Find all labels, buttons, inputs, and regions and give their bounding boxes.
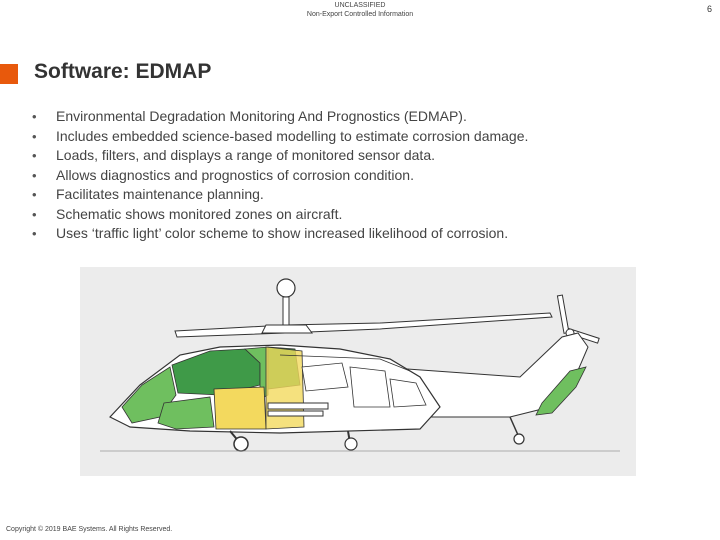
helicopter-schematic-image (80, 267, 636, 476)
bullet-icon: • (32, 206, 37, 222)
main-rotor-blade (175, 313, 552, 337)
bullet-text: Schematic shows monitored zones on aircraft. (56, 205, 343, 222)
bullet-item (32, 224, 682, 244)
bullet-icon: • (32, 167, 37, 183)
page-number: 6 (706, 4, 712, 14)
tail-wheel (514, 434, 524, 444)
bullet-icon: • (32, 187, 37, 202)
front-wheel (234, 437, 248, 451)
bullet-text: Environmental Degradation Monitoring And Prognostics (EDMAP). (56, 108, 467, 124)
bullet-item (32, 146, 682, 166)
bullet-item (32, 166, 682, 186)
title-accent-bar (0, 64, 18, 84)
mid-wheel (345, 438, 357, 450)
bullet-item (32, 127, 682, 147)
bullet-icon: • (32, 226, 37, 241)
bullet-item (32, 107, 682, 127)
gun-barrel (268, 403, 328, 409)
bullet-text: Loads, filters, and displays a range of monitored sensor data. (56, 147, 435, 163)
bullet-icon: • (32, 128, 37, 144)
helicopter-schematic-figure (80, 267, 636, 476)
bullet-icon: • (32, 148, 37, 163)
copyright-footer: Copyright © 2019 BAE Systems. All Rights Reserved. (6, 526, 173, 533)
cabin-door (350, 367, 390, 407)
export-control-label: Non-Export Controlled Information (306, 11, 414, 18)
cabin-window (302, 363, 348, 391)
bullet-list (32, 107, 682, 244)
tail-rotor-blade-upper (557, 295, 569, 333)
amber-zone-a (214, 387, 266, 429)
tail-gear-strut (510, 417, 518, 435)
slide-title: Software: EDMAP (34, 60, 212, 83)
bullet-text: Allows diagnostics and prognostics of corrosion condition. (56, 166, 414, 183)
classification-label: UNCLASSIFIED (334, 2, 386, 9)
bullet-text: Includes embedded science-based modelling to estimate corrosion damage. (56, 127, 529, 144)
amber-zone-b (266, 347, 304, 429)
bullet-icon: • (32, 109, 37, 124)
bullet-item (32, 185, 682, 205)
rotor-hub (262, 325, 312, 333)
bullet-item (32, 205, 682, 225)
bullet-text: Facilitates maintenance planning. (56, 186, 264, 202)
bullet-text: Uses ‘traffic light’ color scheme to show increased likelihood of corrosion. (56, 225, 509, 241)
mast-sight (277, 279, 295, 297)
gun-barrel-lower (268, 411, 323, 416)
rotor-mast (283, 297, 289, 325)
